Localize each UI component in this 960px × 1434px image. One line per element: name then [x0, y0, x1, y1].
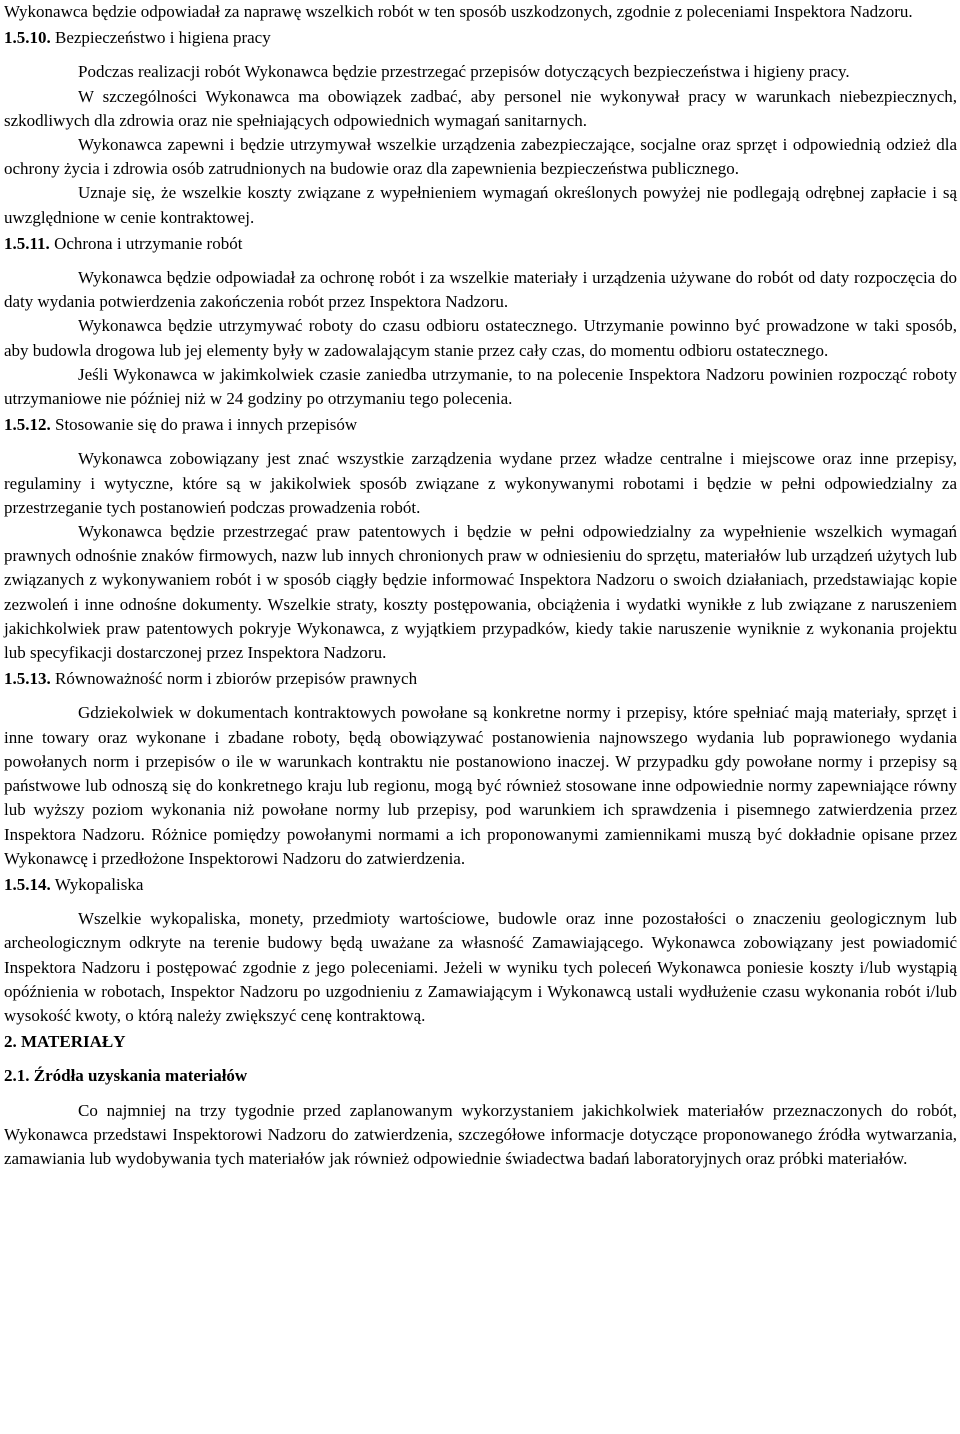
- section-heading-1-5-14: [4, 873, 957, 897]
- section-title: Równoważność norm i zbiorów przepisów prawnych: [55, 669, 418, 689]
- section-heading-1-5-13: [4, 667, 957, 691]
- section-number: 1.5.13.: [4, 669, 51, 689]
- paragraph: Podczas realizacji robót Wykonawca będzie przestrzegać przepisów dotyczących bezpieczeństwa i higieny pracy.: [78, 62, 850, 82]
- paragraph: Wykonawca będzie utrzymywać roboty do czasu odbioru ostatecznego. Utrzymanie powinno być prowadzone w taki sposób, aby budowla drogowa lub jej elementy były w zadowalającym stanie przez cały czas, do momentu odbioru ostatecznego.: [4, 316, 957, 360]
- section-title: Ochrona i utrzymanie robót: [54, 233, 243, 253]
- section-number: 1.5.14.: [4, 874, 51, 894]
- paragraph: Wykonawca będzie odpowiadał za naprawę wszelkich robót w ten sposób uszkodzonych, zgodnie z poleceniami Inspektora Nadzoru.: [4, 2, 913, 21]
- section-number: 1.5.12.: [4, 415, 51, 435]
- paragraph: Wykonawca będzie przestrzegać praw patentowych i będzie w pełni odpowiedzialny za wypełnienie wszelkich wymagań prawnych odnośnie znaków firmowych, nazw lub innych chronionych praw w odniesieniu do sprzętu, materiałów lub urządzeń użytych lub związanych z wykonywaniem robót i w sposób ciągły będzie informować Inspektora Nadzoru o swoich działaniach, przedstawiając kopie zezwoleń i inne odnośne dokumenty. Wszelkie straty, koszty postępowania, obciążenia i wydatki wynikłe z lub związane z naruszeniem jakichkolwiek praw patentowych pokryje Wykonawca, z wyjątkiem przypadków, kiedy takie naruszenie wyniknie z wykonania projektu lub specyfikacji dostarczonej przez Inspektora Nadzoru.: [4, 522, 957, 663]
- paragraph: Wykonawca będzie odpowiadał za ochronę robót i za wszelkie materiały i urządzenia używane do robót od daty rozpoczęcia do daty wydania potwierdzenia zakończenia robót przez Inspektora Nadzoru.: [4, 268, 957, 312]
- paragraph: W szczególności Wykonawca ma obowiązek zadbać, aby personel nie wykonywał pracy w warunkach niebezpiecznych, szkodliwych dla zdrowia oraz nie spełniających odpowiednich wymagań sanitarnych.: [4, 86, 957, 130]
- section-heading-1-5-11: [4, 232, 957, 256]
- section-number: 1.5.10.: [4, 28, 51, 48]
- section-title: Wykopaliska: [54, 874, 144, 894]
- paragraph: Gdziekolwiek w dokumentach kontraktowych powołane są konkretne normy i przepisy, które spełniać mają materiały, sprzęt i inne towary oraz wykonane i zbadane roboty, będą obowiązywać postanowienia najnowszego wydania lub poprawionego wydania powołanych norm i przepisów o ile w warunkach kontraktu nie postanowiono inaczej. W przypadku gdy powołane normy i przepisy są państwowe lub odnoszą się do konkretnego kraju lub regionu, mogą być również stosowane inne odpowiednie normy zapewniające równy lub wyższy poziom wykonania niż powołane normy lub przepisy, pod warunkiem ich sprawdzenia i pisemnego zatwierdzenia przez Inspektora Nadzoru. Różnice pomiędzy powołanymi normami a ich proponowanymi zamiennikami muszą być dokładnie opisane przez Wykonawcę i przedłożone Inspektorowi Nadzoru do zatwierdzenia.: [4, 703, 957, 868]
- paragraph: Uznaje się, że wszelkie koszty związane z wypełnieniem wymagań określonych powyżej nie podlegają odrębnej zapłacie i są uwzględnione w cenie kontraktowej.: [4, 183, 957, 227]
- paragraph: Jeśli Wykonawca w jakimkolwiek czasie zaniedba utrzymanie, to na polecenie Inspektora Nadzoru powinien rozpocząć roboty utrzymaniowe nie później niż w 24 godziny po otrzymaniu tego polecenia.: [4, 364, 957, 409]
- section-heading-2-1: 2.1. Źródła uzyskania materiałów: [4, 1066, 248, 1086]
- paragraph: Wykonawca zapewni i będzie utrzymywał wszelkie urządzenia zabezpieczające, socjalne oraz sprzęt i odpowiednią odzież dla ochrony życia i zdrowia osób zatrudnionych na budowie oraz dla zapewnienia bezpieczeństwa publicznego.: [4, 135, 957, 179]
- section-heading-1-5-12: [4, 413, 957, 437]
- section-title: Bezpieczeństwo i higiena pracy: [55, 28, 271, 48]
- section-number: 1.5.11.: [4, 233, 50, 253]
- section-heading-1-5-10: [4, 26, 957, 50]
- paragraph: Wykonawca zobowiązany jest znać wszystkie zarządzenia wydane przez władze centralne i miejscowe oraz inne przepisy, regulaminy i wytyczne, które są w jakikolwiek sposób związane z wykonywanymi robotami i będzie w pełni odpowiedzialny za przestrzeganie tych postanowień podczas prowadzenia robót.: [4, 449, 957, 517]
- chapter-heading-materialy: 2. MATERIAŁY: [4, 1032, 126, 1052]
- paragraph: Wszelkie wykopaliska, monety, przedmioty wartościowe, budowle oraz inne pozostałości o znaczeniu geologicznym lub archeologicznym odkryte na terenie budowy będą uważane za własność Zamawiającego. Wykonawca zobowiązany jest powiadomić Inspektora Nadzoru i postępować zgodnie z jego poleceniami. Jeżeli w wyniku tych poleceń Wykonawca poniesie koszty i/lub wystąpią opóźnienia w robotach, Inspektor Nadzoru po uzgodnieniu z Zamawiającym i Wykonawcą ustali wydłużenie czasu wykonania robót i/lub wysokość kwoty, o którą należy zwiększyć cenę kontraktową.: [4, 909, 957, 1025]
- paragraph: Co najmniej na trzy tygodnie przed zaplanowanym wykorzystaniem jakichkolwiek materiałów przeznaczonych do robót, Wykonawca przedstawi Inspektorowi Nadzoru do zatwierdzenia, szczegółowe informacje dotyczące proponowanego źródła wytwarzania, zamawiania lub wydobywania tych materiałów jak również odpowiednie świadectwa badań laboratoryjnych oraz próbki materiałów.: [4, 1100, 957, 1168]
- section-title: Stosowanie się do prawa i innych przepisów: [55, 415, 358, 435]
